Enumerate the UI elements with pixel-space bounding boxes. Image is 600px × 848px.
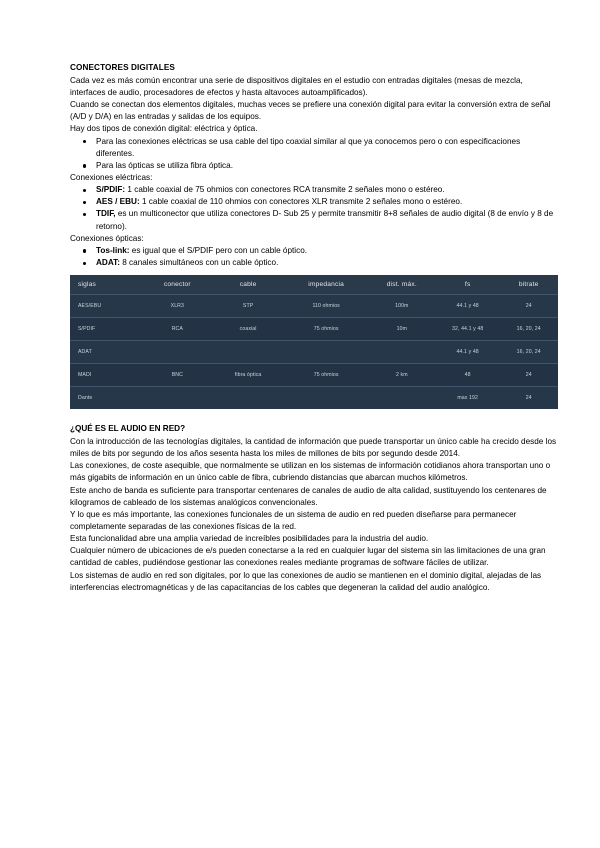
table-cell: [368, 387, 436, 410]
list-optical-connections: [70, 245, 558, 269]
section-heading-audio-en-red: ¿QUÉ ES EL AUDIO EN RED?: [70, 424, 186, 434]
list-item: [70, 257, 558, 269]
table-cell: 48: [436, 364, 499, 387]
table-row: [70, 387, 558, 410]
digital-connectors-table: [70, 275, 558, 409]
table-cell: [143, 387, 211, 410]
page-title: CONECTORES DIGITALES: [70, 63, 175, 72]
table-cell: 10m: [368, 318, 436, 341]
table-cell: 44.1 y 48: [436, 341, 499, 364]
paragraph-s2-7: Los sistemas de audio en red son digitales, por lo que las conexiones de audio se mantienen en el dominio digital, alejadas de las interferencias electromagnéticas y de las capacitancias de los cables que degeneran la calidad del audio analógico.: [70, 570, 542, 592]
list-item-label: Para las ópticas se utiliza fibra óptica.: [96, 160, 233, 170]
paragraph-s2-3: Este ancho de banda es suficiente para transportar centenares de canales de audio de alta calidad, sustituyendo los centenares de kilogramos de cableado de los sistemas analógicos convencionales.: [70, 485, 547, 507]
label-electrical-connections: Conexiones eléctricas:: [70, 173, 153, 183]
list-item-label: 8 canales simultáneos con un cable óptico.: [119, 258, 279, 267]
term-toslink: Tos-link:: [96, 245, 130, 255]
term-spdif: S/PDIF:: [96, 185, 126, 195]
list-item-label: 1 cable coaxial de 110 ohmios con conectores XLR transmite 2 señales mono o estéreo.: [139, 197, 463, 207]
table-cell: 16, 20, 24: [499, 318, 558, 341]
table-header-cell: conector: [143, 275, 211, 295]
term-tdif: TDIF,: [96, 209, 116, 219]
table-header-cell: dist. máx.: [368, 275, 436, 295]
table-header-cell: bitrate: [499, 275, 558, 295]
table-cell: fibra óptica: [212, 364, 285, 387]
table-cell: S/PDIF: [70, 318, 143, 341]
list-item-label: 1 cable coaxial de 75 ohmios con conectores RCA transmite 2 señales mono o estéreo.: [125, 185, 445, 195]
paragraph-s2-4: Y lo que es más importante, las conexiones funcionales de un sistema de audio en red pueden diseñarse para permanecer completamente separadas de las conexiones físicas de la red.: [70, 509, 517, 532]
list-item: [70, 136, 558, 160]
table-cell: AES/EBU: [70, 295, 143, 318]
list-connection-types: [70, 136, 558, 172]
term-aes-ebu: AES / EBU:: [96, 197, 140, 207]
paragraph-s2-6: Cualquier número de ubicaciones de e/s pueden conectarse a la red en cualquier lugar del sistema sin las limitaciones de una gran cantidad de cables, pudiéndose gestionar las conexiones reales mediante programas de software fáciles de utilizar.: [70, 546, 546, 568]
list-item-label: es igual que el S/PDIF pero con un cable óptico.: [129, 245, 308, 255]
table-cell: XLR3: [143, 295, 211, 318]
paragraph-intro-3: Hay dos tipos de conexión digital: eléctrica y óptica.: [70, 124, 258, 134]
table-row: [70, 364, 558, 387]
table-cell: max 192: [436, 387, 499, 410]
table-cell: [285, 387, 368, 410]
table-cell: [143, 341, 211, 364]
label-optical-connections: Conexiones ópticas:: [70, 233, 144, 243]
table-cell: STP: [212, 295, 285, 318]
table-cell: Dante: [70, 387, 143, 410]
table-cell: 110 ohmios: [285, 295, 368, 318]
paragraph-intro-2: Cuando se conectan dos elementos digitales, muchas veces se prefiere una conexión digital para evitar la conversión extra de señal (A/D y D/A) en las entradas y salidas de los equipos.: [70, 100, 551, 122]
table-header-cell: fs: [436, 275, 499, 295]
list-item: [70, 245, 558, 257]
table-header-cell: impedancia: [285, 275, 368, 295]
table-cell: [212, 387, 285, 410]
table-cell: BNC: [143, 364, 211, 387]
list-item: [70, 184, 558, 196]
table-cell: [212, 341, 285, 364]
table-cell: 16, 20, 24: [499, 341, 558, 364]
table-cell: 24: [499, 295, 558, 318]
table-cell: MADI: [70, 364, 143, 387]
paragraph-s2-5: Esta funcionalidad abre una amplia variedad de increíbles posibilidades para la industria del audio.: [70, 534, 429, 544]
table-row: [70, 295, 558, 318]
table-cell: 24: [499, 364, 558, 387]
paragraph-intro-1: Cada vez es más común encontrar una serie de dispositivos digitales en el estudio con entradas digitales (mesas de mezcla, interfaces de audio, procesadores de efectos y hasta altavoces autoamplificados).: [70, 75, 523, 98]
table-header-row: [70, 275, 558, 295]
table-header-cell: siglas: [70, 275, 143, 295]
table-cell: 24: [499, 387, 558, 410]
list-item: [70, 160, 558, 172]
term-adat: ADAT:: [96, 258, 120, 267]
list-electrical-connections: [70, 184, 558, 233]
table-header-cell: cable: [212, 275, 285, 295]
list-item: [70, 196, 558, 208]
paragraph-s2-1: Con la introducción de las tecnologías digitales, la cantidad de información que puede transportar un único cable ha crecido desde los miles de bits por segundo de los años sesenta hasta los miles de millones de bits por segundo desde 2014.: [70, 437, 557, 459]
table-cell: coaxial: [212, 318, 285, 341]
table-cell: 75 ohmios: [285, 318, 368, 341]
table-cell: 44.1 y 48: [436, 295, 499, 318]
table-cell: 75 ohmios: [285, 364, 368, 387]
table-row: [70, 341, 558, 364]
table-cell: 32, 44.1 y 48: [436, 318, 499, 341]
list-item: [70, 208, 558, 232]
list-item-label: Para las conexiones eléctricas se usa cable del tipo coaxial similar al que ya conocemos pero o con especificaciones diferentes.: [96, 136, 521, 158]
table-cell: [285, 341, 368, 364]
table-cell: [368, 341, 436, 364]
paragraph-s2-2: Las conexiones, de coste asequible, que normalmente se utilizan en los sistemas de información cotidianos ahora transportan uno o más gigabits de información en un único cable de fibra, cubriendo distancias que abarcan muchos kilómetros.: [70, 461, 551, 483]
list-item-label: es un multiconector que utiliza conectores D- Sub 25 y permite transmitir 8+8 señales de audio digital (8 de envío y 8 de retorno).: [96, 209, 554, 231]
table-cell: 100m: [368, 295, 436, 318]
table-cell: RCA: [143, 318, 211, 341]
table-row: [70, 318, 558, 341]
table-cell: 2 km: [368, 364, 436, 387]
table-cell: ADAT: [70, 341, 143, 364]
